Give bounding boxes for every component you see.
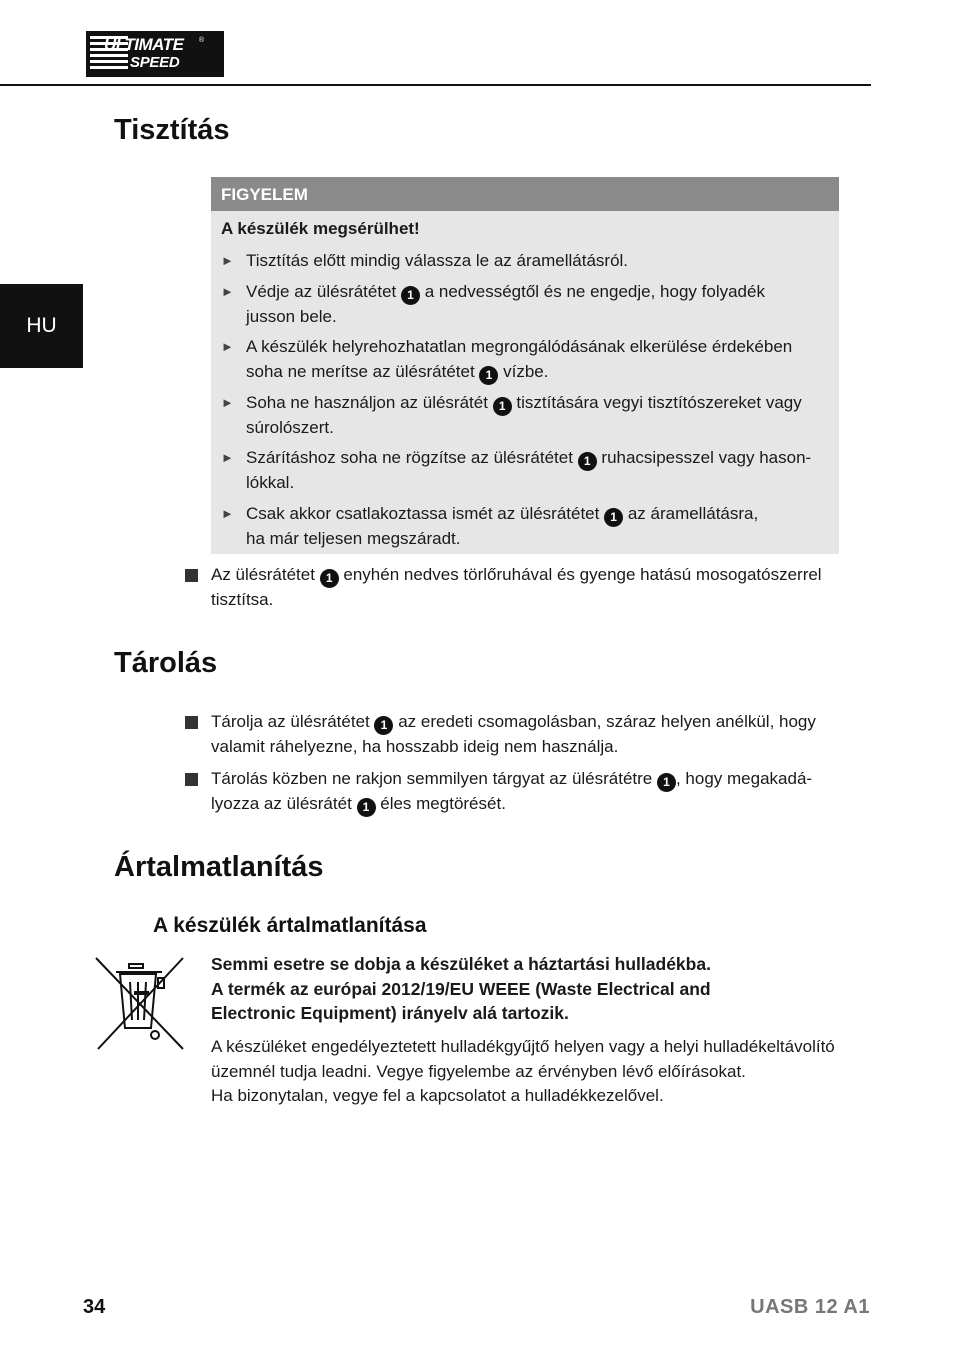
warning-heading: FIGYELEM [211, 177, 839, 211]
warning-box [211, 177, 839, 554]
part-number-badge: 1 [401, 286, 420, 305]
part-number-badge: 1 [357, 798, 376, 817]
weee-crossed-bin-icon [94, 956, 186, 1052]
disposal-info-text: A készüléket engedélyeztetett hulladékgyűjtő helyen vagy a helyi hulladékeltávolító üzemnél tudja leadni. Vegye figyelembe az érvényben lévő előírásokat. Ha bizonytalan, vegye fel a kapcsolatot a hulladékkezelővel. [211, 1037, 835, 1105]
instruction-bullet: Tárolás közben ne rakjon semmilyen tárgyat az ülésrátétre 1 , hogy megakadá- lyozza az ülésrátét 1 éles megtörését. [185, 767, 845, 817]
part-number-badge: 1 [657, 773, 676, 792]
warning-item: ► Védje az ülésrátétet 1 a nedvességtől és ne engedje, hogy folyadék jusson bele. [221, 282, 765, 326]
header-rule [0, 84, 871, 86]
page-number: 34 [83, 1296, 106, 1318]
section-title-storage: Tárolás [114, 647, 218, 679]
subsection-title-disposal: A készülék ártalmatlanítása [153, 914, 427, 937]
arrow-bullet-icon: ► [221, 339, 234, 354]
warning-item: ► A készülék helyrehozhatatlan megrongálódásának elkerülése érdekében soha ne merítse az ülésrátétet 1 vízbe. [221, 335, 826, 385]
part-number-badge: 1 [374, 716, 393, 735]
square-bullet-icon [185, 716, 198, 729]
warning-item: ► Csak akkor csatlakoztassa ismét az ülésrátétet 1 az áramellátásra, ha már teljesen megszáradt. [221, 504, 759, 548]
part-number-badge: 1 [320, 569, 339, 588]
part-number-badge: 1 [479, 366, 498, 385]
warning-item: ► Szárításhoz soha ne rögzítse az ülésrátétet 1 ruhacsipesszel vagy hason- lókkal. [221, 448, 812, 492]
language-tab: HU [0, 284, 83, 368]
part-number-badge: 1 [604, 508, 623, 527]
model-number: UASB 12 A1 [750, 1296, 870, 1318]
logo-text-speed: SPEED [130, 54, 180, 71]
part-number-badge: 1 [578, 452, 597, 471]
instruction-bullet: Az ülésrátétet 1 enyhén nedves törlőruhával és gyenge hatású mosogatószerrel tisztítsa. [185, 563, 845, 613]
arrow-bullet-icon: ► [221, 450, 234, 465]
part-number-badge: 1 [493, 397, 512, 416]
section-title-cleaning: Tisztítás [114, 114, 230, 146]
arrow-bullet-icon: ► [221, 284, 234, 299]
logo-text-ultimate: ULTIMATE [104, 35, 184, 54]
arrow-bullet-icon: ► [221, 395, 234, 410]
arrow-bullet-icon: ► [221, 506, 234, 521]
arrow-bullet-icon: ► [221, 253, 234, 268]
logo-registered-mark: ® [198, 37, 204, 44]
section-title-disposal: Ártalmatlanítás [114, 851, 324, 883]
square-bullet-icon [185, 569, 198, 582]
brand-logo [86, 31, 224, 77]
instruction-bullet: Tárolja az ülésrátétet 1 az eredeti csomagolásban, száraz helyen anélkül, hogy valamit ráhelyezne, ha hosszabb ideig nem használja. [185, 710, 845, 760]
warning-item: ► Soha ne használjon az ülésrátét 1 tisztítására vegyi tisztítószereket vagy súrolószert. [221, 393, 802, 437]
square-bullet-icon [185, 773, 198, 786]
warning-item: ► Tisztítás előtt mindig válassza le az áramellátásról. [221, 249, 826, 274]
warning-subheading: A készülék megsérülhet! [221, 219, 420, 238]
disposal-warning-text: Semmi esetre se dobja a készüléket a háztartási hulladékba. A termék az európai 2012/19/EU WEEE (Waste Electrical and Electronic Equipment) irányelv alá tartozik. [211, 954, 711, 1023]
